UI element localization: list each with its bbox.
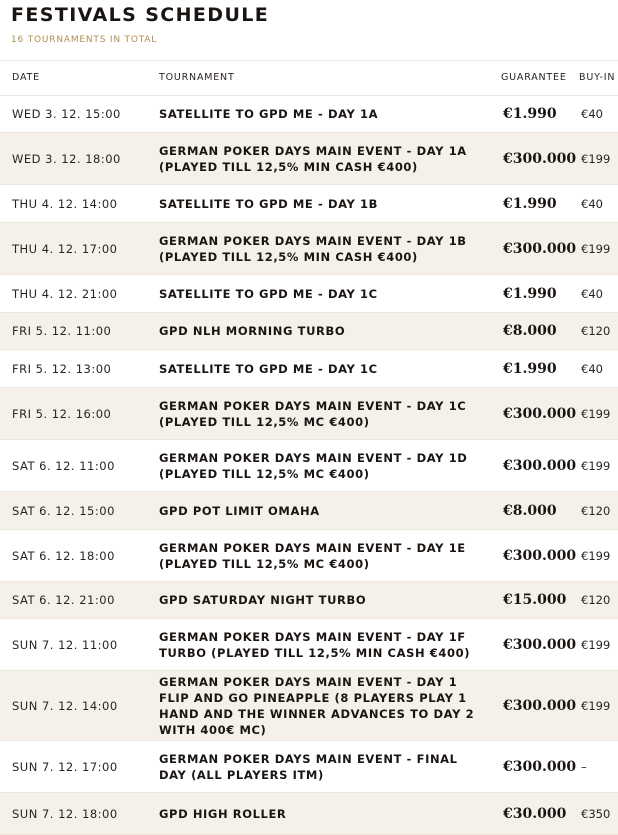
table-row[interactable] <box>0 440 618 492</box>
buyin-amount: €199 <box>581 548 611 563</box>
guarantee-amount: €300.000 <box>503 240 577 257</box>
tournament-name: GERMAN POKER DAYS MAIN EVENT - DAY 1C (PLAYED TILL 12,5% MC €400) <box>159 398 467 429</box>
tournament-name: SATELLITE TO GPD ME - DAY 1B <box>159 196 378 211</box>
buyin-amount: – <box>581 759 587 774</box>
table-row[interactable] <box>0 741 618 793</box>
table-row[interactable] <box>0 350 618 388</box>
tournament-name: GERMAN POKER DAYS MAIN EVENT - DAY 1E (PLAYED TILL 12,5% MC €400) <box>159 540 466 571</box>
table-row[interactable] <box>0 185 618 223</box>
buyin-amount: €199 <box>581 151 611 166</box>
table-row[interactable] <box>0 492 618 530</box>
buyin-amount: €40 <box>581 286 603 301</box>
date-cell: SUN 7. 12. 17:00 <box>12 759 118 774</box>
date-cell: SAT 6. 12. 18:00 <box>12 548 115 563</box>
guarantee-amount: €300.000 <box>503 636 577 653</box>
guarantee-amount: €300.000 <box>503 697 577 714</box>
table-row[interactable] <box>0 133 618 185</box>
date-cell: SUN 7. 12. 18:00 <box>12 806 118 821</box>
buyin-amount: €199 <box>581 241 611 256</box>
guarantee-amount: €300.000 <box>503 150 577 167</box>
table-header <box>0 60 618 96</box>
buyin-amount: €199 <box>581 406 611 421</box>
guarantee-amount: €1.990 <box>503 360 557 377</box>
buyin-amount: €40 <box>581 361 603 376</box>
tournament-name: GERMAN POKER DAYS MAIN EVENT - DAY 1B (PLAYED TILL 12,5% MIN CASH €400) <box>159 233 467 264</box>
guarantee-amount: €15.000 <box>503 592 567 608</box>
date-cell: SUN 7. 12. 11:00 <box>12 637 118 652</box>
tournament-name: SATELLITE TO GPD ME - DAY 1C <box>159 361 378 376</box>
column-header-tournament: TOURNAMENT <box>159 72 235 83</box>
table-row[interactable] <box>0 313 618 350</box>
table-row[interactable] <box>0 388 618 440</box>
table-row[interactable] <box>0 793 618 835</box>
buyin-amount: €120 <box>581 503 611 518</box>
guarantee-amount: €8.000 <box>503 323 557 339</box>
tournament-name: GPD SATURDAY NIGHT TURBO <box>159 593 367 607</box>
buyin-amount: €40 <box>581 196 603 211</box>
guarantee-amount: €300.000 <box>503 758 577 775</box>
guarantee-amount: €1.990 <box>503 106 557 122</box>
tournament-name: GERMAN POKER DAYS MAIN EVENT - DAY 1A (PLAYED TILL 12,5% MIN CASH €400) <box>159 143 467 174</box>
date-cell: SAT 6. 12. 15:00 <box>12 503 115 518</box>
tournament-name: GPD NLH MORNING TURBO <box>159 324 346 338</box>
date-cell: SAT 6. 12. 11:00 <box>12 458 115 473</box>
schedule-table-body <box>0 96 618 835</box>
buyin-amount: €350 <box>581 806 611 821</box>
tournament-name: GERMAN POKER DAYS MAIN EVENT - DAY 1D (PLAYED TILL 12,5% MC €400) <box>159 450 468 481</box>
table-row[interactable] <box>0 582 618 619</box>
date-cell: WED 3. 12. 18:00 <box>12 151 121 166</box>
tournament-name: SATELLITE TO GPD ME - DAY 1A <box>159 107 379 121</box>
buyin-amount: €199 <box>581 637 611 652</box>
guarantee-amount: €1.990 <box>503 195 557 212</box>
date-cell: WED 3. 12. 15:00 <box>12 107 121 121</box>
table-row[interactable] <box>0 275 618 313</box>
buyin-amount: €199 <box>581 698 611 713</box>
buyin-amount: €120 <box>581 324 611 338</box>
date-cell: FRI 5. 12. 13:00 <box>12 361 112 376</box>
tournament-name: GERMAN POKER DAYS MAIN EVENT - FINAL DAY (ALL PLAYERS ITM) <box>159 751 458 782</box>
date-cell: FRI 5. 12. 16:00 <box>12 406 112 421</box>
guarantee-amount: €300.000 <box>503 405 577 422</box>
tournament-name: GPD HIGH ROLLER <box>159 806 287 821</box>
date-cell: THU 4. 12. 21:00 <box>12 286 118 301</box>
column-header-buyin: BUY-IN <box>579 72 616 83</box>
buyin-amount: €199 <box>581 458 611 473</box>
column-header-date: DATE <box>12 72 40 83</box>
tournament-name: GERMAN POKER DAYS MAIN EVENT - DAY 1 FLIP AND GO PINEAPPLE (8 PLAYERS PLAY 1 HAND AND THE WINNER ADVANCES TO DAY 2 WITH 400€ MC) <box>159 674 475 737</box>
buyin-amount: €120 <box>581 593 611 607</box>
column-header-guarantee: GUARANTEE <box>501 72 567 83</box>
date-cell: SUN 7. 12. 14:00 <box>12 698 118 713</box>
date-cell: SAT 6. 12. 21:00 <box>12 593 115 607</box>
table-row[interactable] <box>0 96 618 133</box>
date-cell: THU 4. 12. 17:00 <box>12 241 118 256</box>
table-row[interactable] <box>0 530 618 582</box>
tournament-name: GERMAN POKER DAYS MAIN EVENT - DAY 1F TURBO (PLAYED TILL 12,5% MIN CASH €400) <box>159 629 471 660</box>
table-row[interactable] <box>0 671 618 741</box>
guarantee-amount: €30.000 <box>503 805 567 822</box>
tournament-name: SATELLITE TO GPD ME - DAY 1C <box>159 286 378 301</box>
table-row[interactable] <box>0 223 618 275</box>
tournament-count: 16 TOURNAMENTS IN TOTAL <box>11 35 158 45</box>
table-row[interactable] <box>0 619 618 671</box>
guarantee-amount: €8.000 <box>503 502 557 519</box>
guarantee-amount: €1.990 <box>503 285 557 302</box>
date-cell: FRI 5. 12. 11:00 <box>12 324 112 338</box>
buyin-amount: €40 <box>581 107 603 121</box>
page-title: FESTIVALS SCHEDULE <box>11 4 270 26</box>
tournament-name: GPD POT LIMIT OMAHA <box>159 503 320 518</box>
guarantee-amount: €300.000 <box>503 547 577 564</box>
date-cell: THU 4. 12. 14:00 <box>12 196 118 211</box>
guarantee-amount: €300.000 <box>503 457 577 474</box>
